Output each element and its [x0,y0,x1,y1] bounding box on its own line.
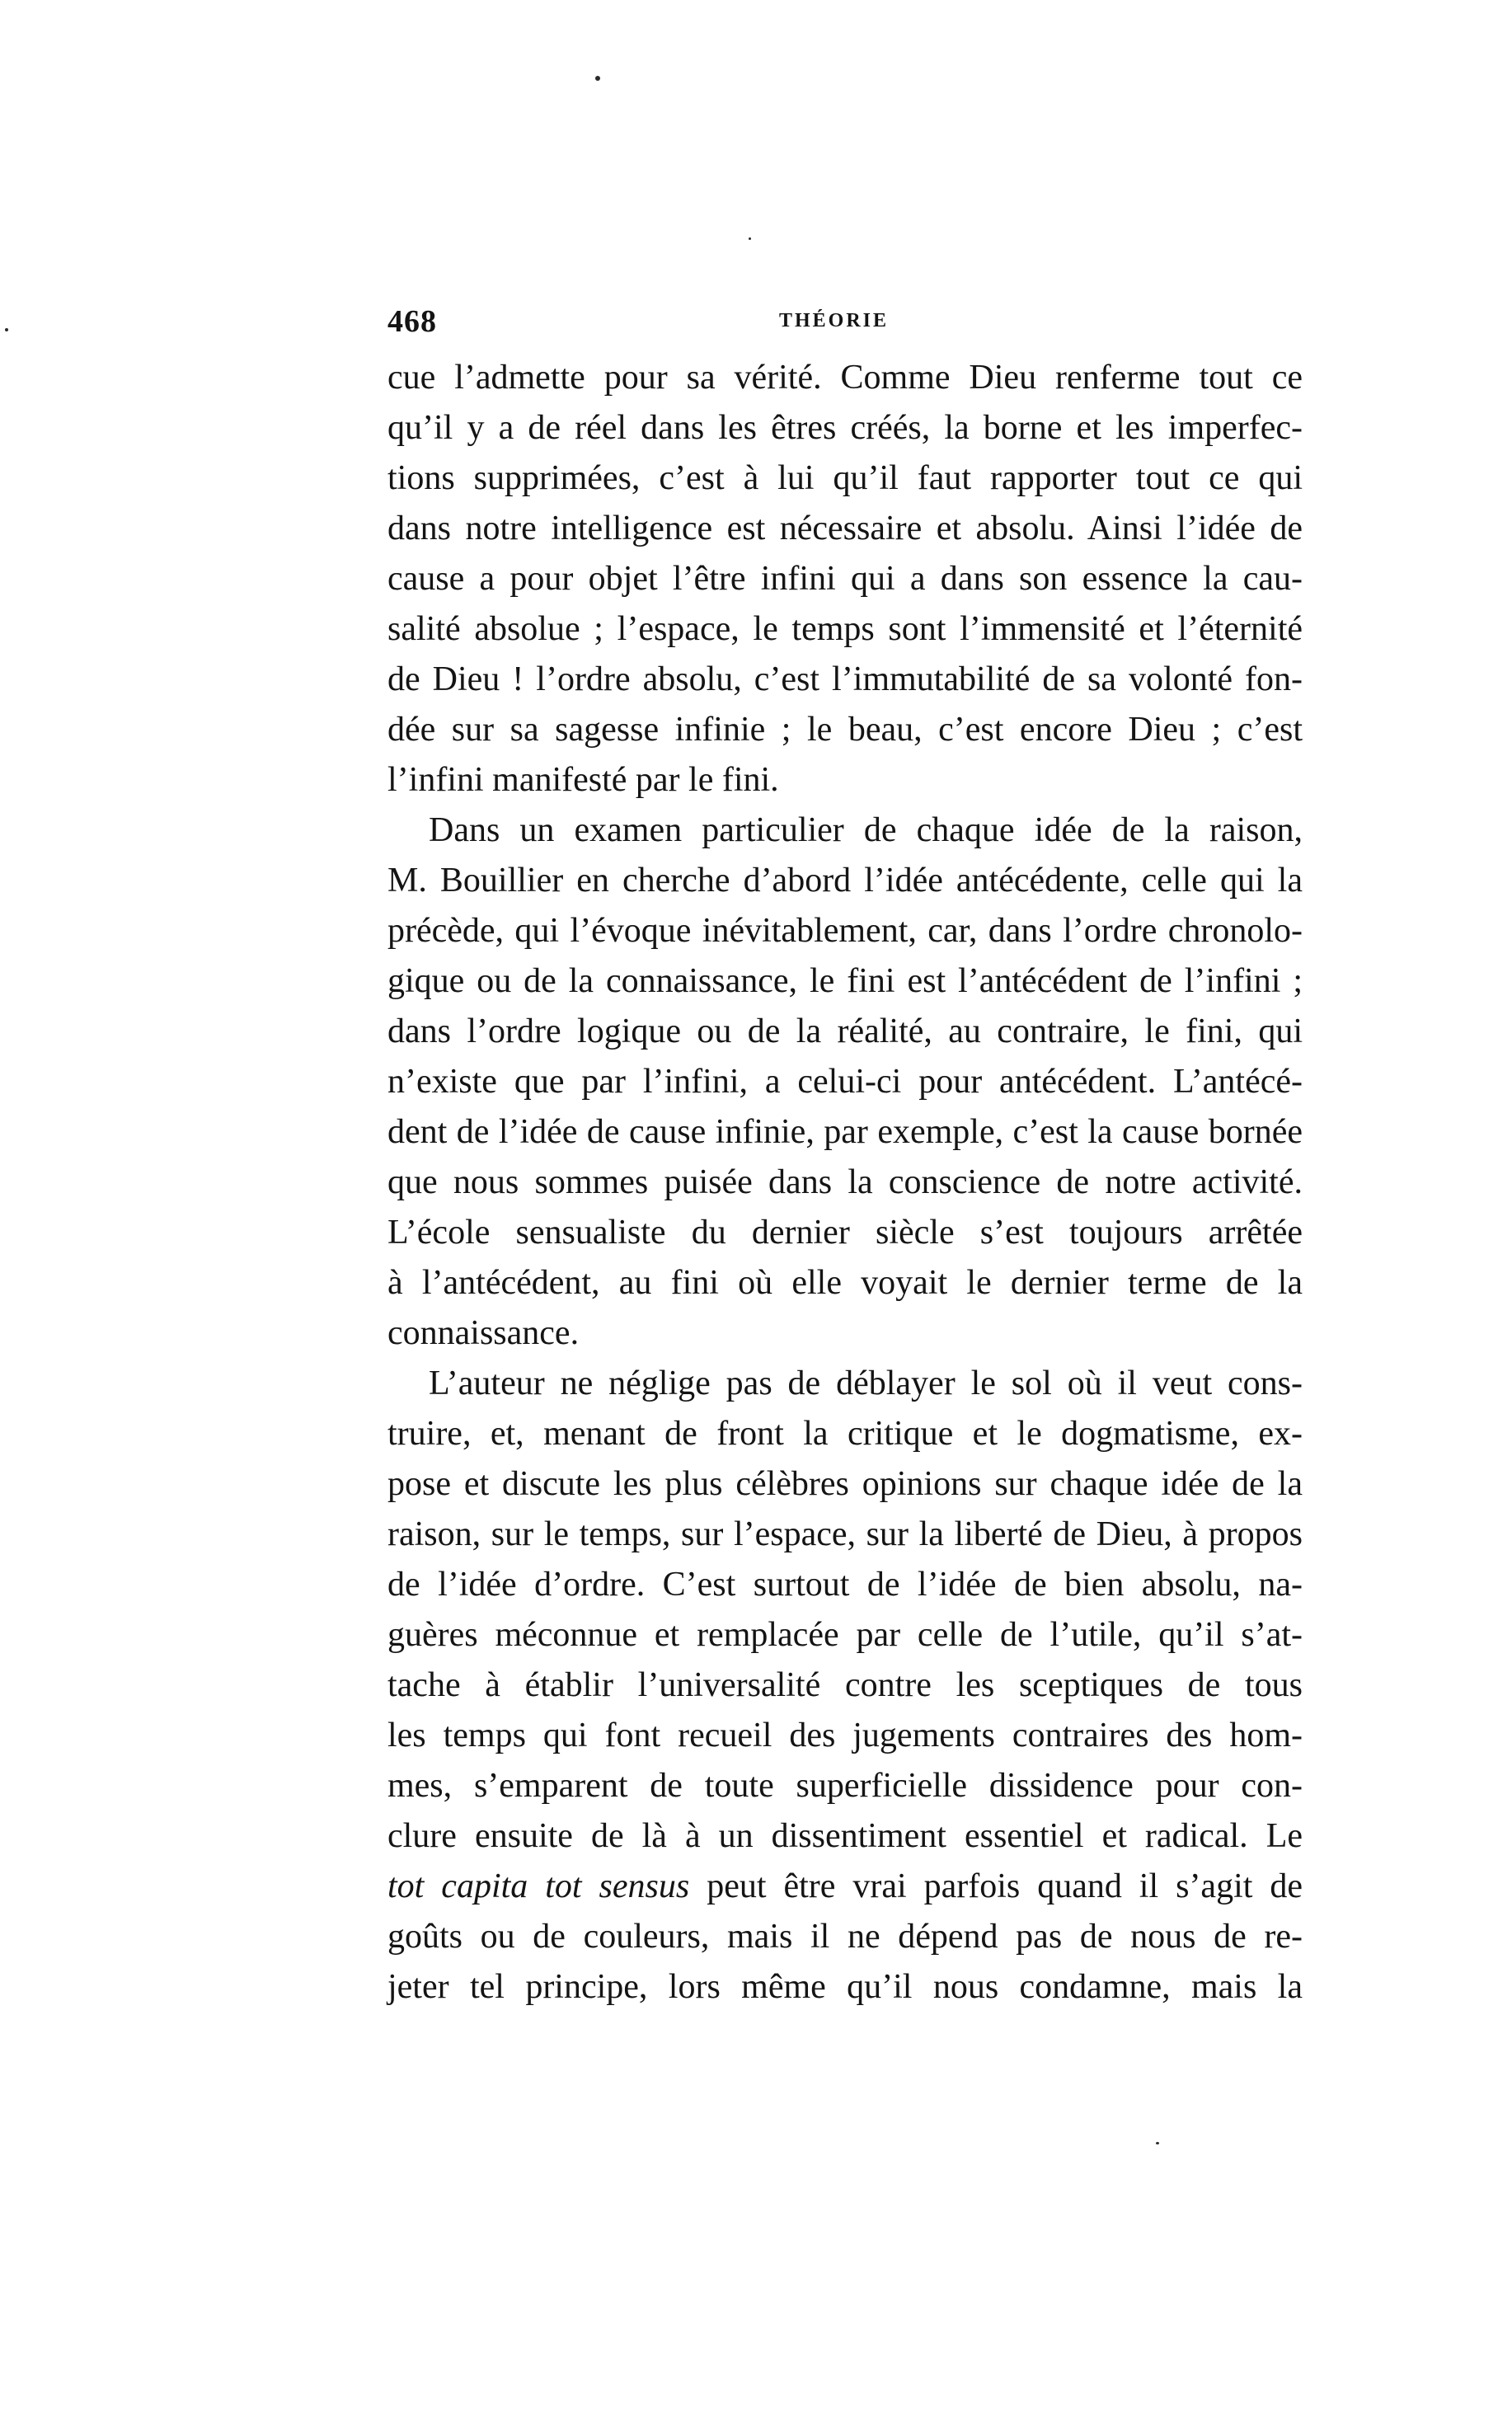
text-line: précède, qui l’évoque inévitablement, car, dans l’ordre chronolo- [387,912,1303,950]
ink-speck [5,328,8,331]
text-line: goûts ou de couleurs, mais il ne dépend pas de nous de re- [387,1918,1303,1956]
text-line: dans notre intelligence est nécessaire et absolu. Ainsi l’idée de [387,510,1303,547]
text-line: gique ou de la connaissance, le fini est l’antécédent de l’infini ; [387,962,1303,1000]
text-line: dée sur sa sagesse infinie ; le beau, c’est encore Dieu ; c’est [387,711,1303,749]
paragraph [387,806,1303,1359]
text-line: raison, sur le temps, sur l’espace, sur la liberté de Dieu, à propos [387,1515,1303,1553]
text-line: mes, s’emparent de toute superficielle dissidence pour con- [387,1767,1303,1805]
text-line: truire, et, menant de front la critique et le dogmatisme, ex- [387,1415,1303,1453]
text-line: clure ensuite de là à un dissentiment essentiel et radical. Le [387,1817,1303,1855]
text-line: salité absolue ; l’espace, le temps sont l’immensité et l’éternité [387,610,1303,648]
text-line: guères méconnue et remplacée par celle de l’utile, qu’il s’at- [387,1616,1303,1654]
text-line: de l’idée d’ordre. C’est surtout de l’idée de bien absolu, na- [387,1566,1303,1604]
paragraph [387,1359,1303,2013]
text-line: Dans un examen particulier de chaque idée de la raison, [429,811,1303,849]
text-line: dent de l’idée de cause infinie, par exemple, c’est la cause bornée [387,1113,1303,1151]
text-line-rest: peut être vrai parfois quand il s’agit de [707,1867,1303,1905]
ink-speck [595,76,600,81]
text-line: de Dieu ! l’ordre absolu, c’est l’immutabilité de sa volonté fon- [387,660,1303,698]
italic-latin-phrase: tot capita tot sensus [387,1867,690,1905]
text-line: que nous sommes puisée dans la conscience de notre activité. [387,1163,1303,1201]
ink-speck [1156,2142,1159,2144]
text-line: dans l’ordre logique ou de la réalité, au contraire, le fini, qui [387,1012,1303,1050]
text-line: M. Bouillier en cherche d’abord l’idée antécédente, celle qui la [387,862,1303,899]
text-line: l’infini manifesté par le fini. [387,761,779,799]
text-line: tions supprimées, c’est à lui qu’il faut rapporter tout ce qui [387,459,1303,497]
ink-speck [749,237,751,240]
text-line: à l’antécédent, au fini où elle voyait le dernier terme de la [387,1264,1303,1302]
text-line: cue l’admette pour sa vérité. Comme Dieu renferme tout ce [387,359,1303,397]
text-line: L’école sensualiste du dernier siècle s’est toujours arrêtée [387,1214,1303,1252]
text-line: jeter tel principe, lors même qu’il nous condamne, mais la [387,1968,1303,2006]
text-line: connaissance. [387,1314,580,1352]
text-line: tache à établir l’universalité contre les sceptiques de tous [387,1666,1303,1704]
text-line: L’auteur ne néglige pas de déblayer le sol où il veut cons- [429,1364,1303,1402]
text-line: les temps qui font recueil des jugements contraires des hom- [387,1717,1303,1754]
text-line: n’existe que par l’infini, a celui-ci pour antécédent. L’antécé- [387,1063,1303,1101]
page-header [387,303,1311,353]
running-head: THÉORIE [779,310,890,331]
body-text [387,353,1303,2013]
text-line: cause a pour objet l’être infini qui a dans son essence la cau- [387,560,1303,598]
text-line: qu’il y a de réel dans les êtres créés, la borne et les imperfec- [387,409,1303,447]
paragraph [387,353,1303,806]
page-number: 468 [387,304,437,339]
text-line [387,1862,1303,1912]
text-line: pose et discute les plus célèbres opinions sur chaque idée de la [387,1465,1303,1503]
